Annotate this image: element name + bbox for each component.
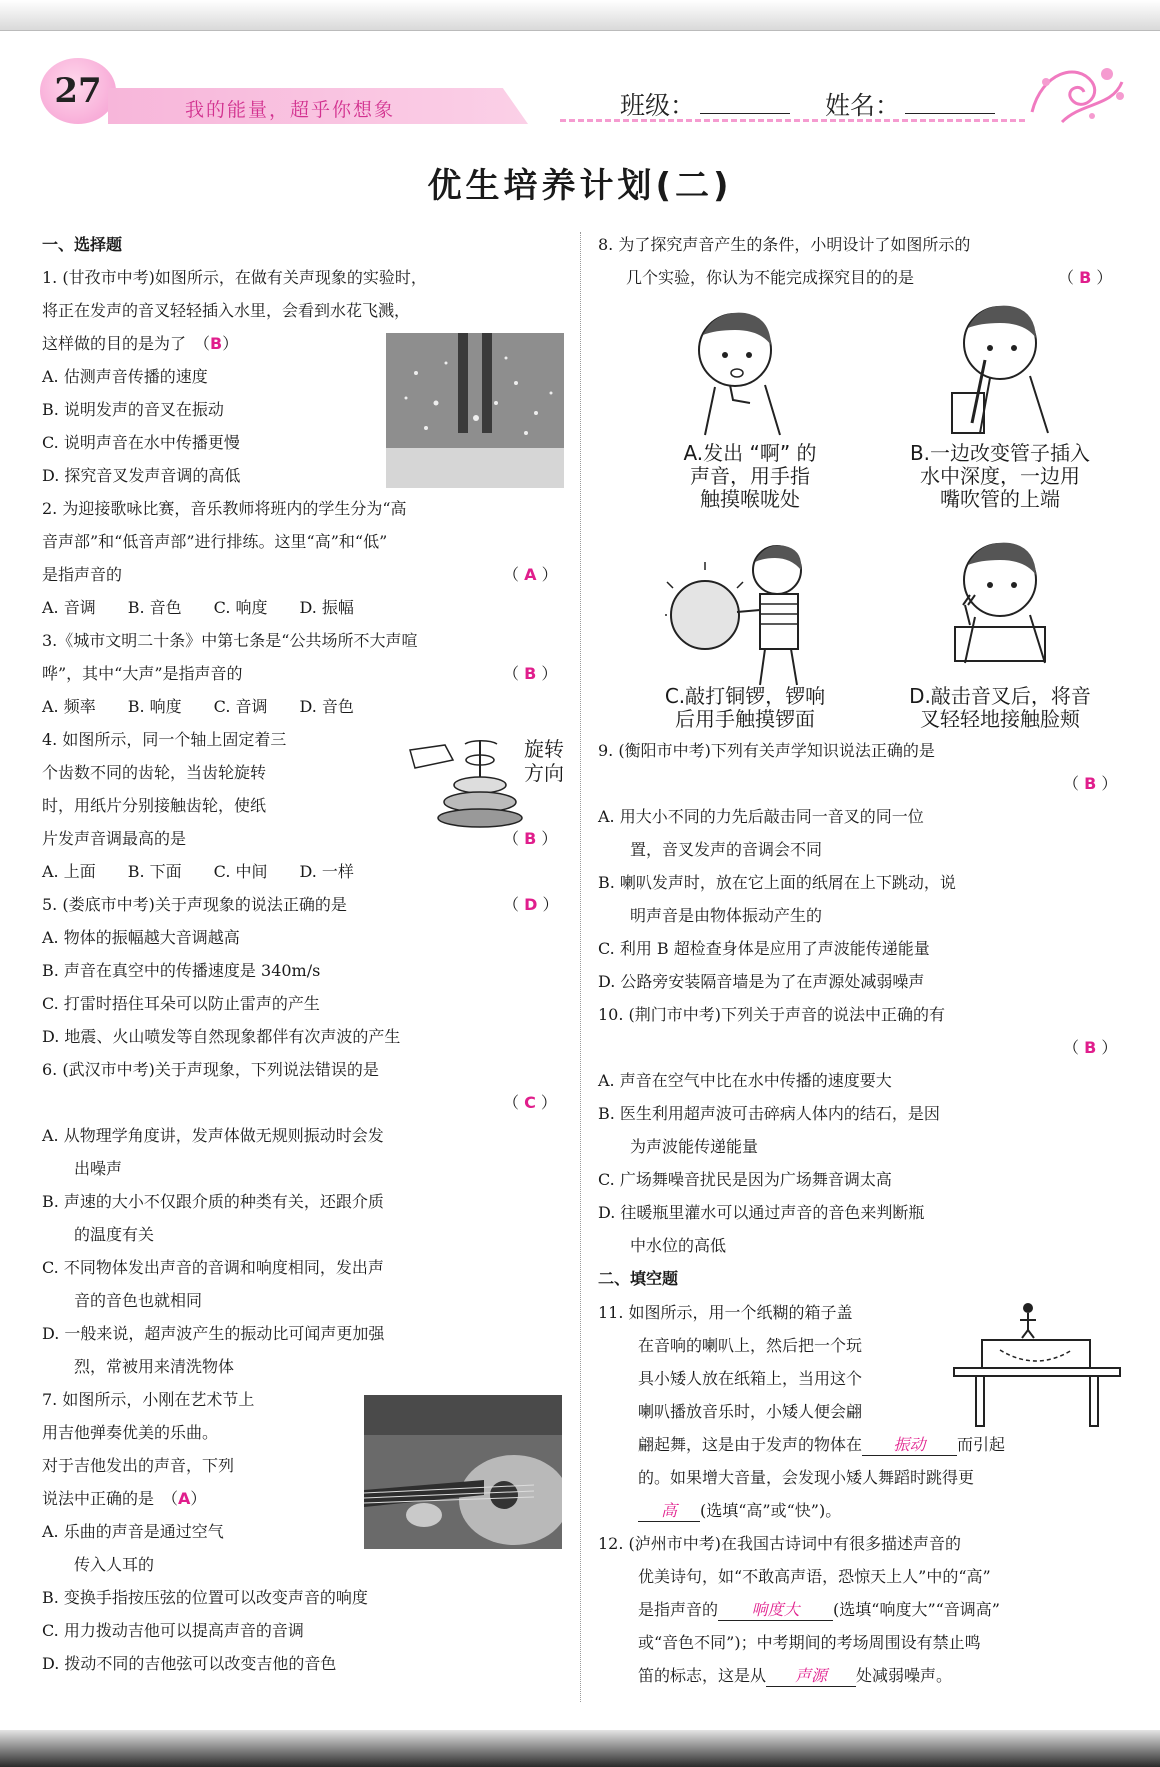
line-text: D. 往暖瓶里灌水可以通过声音的音色来判断瓶 bbox=[598, 1203, 925, 1222]
answer-bracket-right: （ B ） bbox=[1063, 774, 1118, 793]
q11-line bbox=[638, 1432, 1005, 1456]
right-line bbox=[598, 1167, 892, 1190]
left-line bbox=[42, 1123, 384, 1146]
q12-line: 或“音色不同”)；中考期间的考场周围设有禁止鸣 bbox=[638, 1633, 981, 1652]
line-text: 这样做的目的是为了 （ bbox=[42, 334, 211, 353]
q12-line: 优美诗句，如“不敢高声语，恐惊天上人”中的“高” bbox=[638, 1567, 991, 1586]
q8-answer-bracket: （ B ） bbox=[1058, 268, 1113, 287]
line-text: 置，音叉发声的音调会不同 bbox=[598, 840, 823, 859]
line-text: 一、选择题 bbox=[42, 235, 123, 254]
left-line bbox=[42, 628, 417, 651]
line-text: A. 估测声音传播的速度 bbox=[42, 367, 208, 386]
line-text: 音的音色也就相同 bbox=[42, 1291, 203, 1310]
answer-bracket: ） bbox=[222, 334, 239, 353]
answer-mark: C bbox=[524, 1093, 536, 1112]
q12-line: 12. (泸州市中考)在我国古诗词中有很多描述声音的 bbox=[598, 1534, 962, 1553]
q8-caption-d bbox=[880, 685, 1120, 731]
answer-bracket-right: （ D ） bbox=[503, 895, 559, 914]
figure-b-blow-tube bbox=[930, 298, 1060, 438]
line-text: 明声音是由物体振动产生的 bbox=[598, 906, 823, 925]
line-text: 9. (衡阳市中考)下列有关声学知识说法正确的是 bbox=[598, 741, 935, 760]
line-text: B. 变换手指按压弦的位置可以改变声音的响度 bbox=[42, 1588, 368, 1607]
line-text: D. 公路旁安装隔音墙是为了在声源处减弱噪声 bbox=[598, 972, 925, 991]
left-line bbox=[42, 331, 238, 354]
answer-mark: B bbox=[1084, 774, 1097, 793]
answer-mark: A bbox=[178, 1489, 191, 1508]
line-text: 而引起 bbox=[957, 1435, 1006, 1454]
figure-c-gong bbox=[665, 540, 830, 690]
line-text: D. 一般来说，超声波产生的振动比可闻声更加强 bbox=[42, 1324, 385, 1343]
top-edge bbox=[0, 0, 1160, 31]
left-line bbox=[42, 1519, 224, 1542]
line-text: C. 广场舞噪音扰民是因为广场舞音调太高 bbox=[598, 1170, 892, 1189]
line-text: 的温度有关 bbox=[42, 1225, 155, 1244]
left-line bbox=[42, 991, 320, 1014]
line-text: 出噪声 bbox=[42, 1159, 123, 1178]
guitar-player-photo bbox=[364, 1395, 562, 1549]
line-text: A. 从物理学角度讲，发声体做无规则振动时会发 bbox=[42, 1126, 384, 1145]
answer-mark: B bbox=[1079, 268, 1092, 287]
answer-bracket-right: （ B ） bbox=[503, 664, 558, 683]
line-text: B. 声音在真空中的传播速度是 340m/s bbox=[42, 961, 321, 980]
right-line bbox=[598, 1200, 924, 1223]
line-text: D. 拨动不同的吉他弦可以改变吉他的音色 bbox=[42, 1654, 337, 1673]
q12-line bbox=[638, 1663, 952, 1687]
figure-a-touch-throat bbox=[675, 305, 805, 440]
answer-mark: B bbox=[210, 334, 223, 353]
line-text: 烈，常被用来清洗物体 bbox=[42, 1357, 235, 1376]
line-text: (选填“响度大”“音调高” bbox=[833, 1600, 1000, 1619]
page-title: 优生培养计划(二) bbox=[427, 166, 733, 206]
line-text: 翩起舞，这是由于发声的物体在 bbox=[638, 1435, 863, 1454]
caption-line: 叉轻轻地接触脸颊 bbox=[920, 707, 1080, 731]
line-text: 4. 如图所示，同一个轴上固定着三 bbox=[42, 730, 287, 749]
left-line bbox=[42, 562, 122, 585]
left-line bbox=[42, 694, 354, 717]
line-text: D. 地震、火山喷发等自然现象都伴有次声波的产生 bbox=[42, 1027, 401, 1046]
right-line bbox=[598, 738, 935, 761]
line-text: 用吉他弹奏优美的乐曲。 bbox=[42, 1423, 219, 1442]
left-line bbox=[42, 1420, 218, 1443]
q11-line: 具小矮人放在纸箱上，当用这个 bbox=[638, 1369, 863, 1388]
line-text: 5. (娄底市中考)关于声现象的说法正确的是 bbox=[42, 895, 347, 914]
left-line bbox=[42, 1288, 202, 1311]
page-number-badge: 27 bbox=[40, 58, 116, 124]
line-text: D. 探究音叉发声音调的高低 bbox=[42, 466, 241, 485]
left-line bbox=[42, 1387, 254, 1410]
q8-line: 几个实验，你认为不能完成探究目的的是 bbox=[626, 268, 915, 287]
line-text: C. 打雷时捂住耳朵可以防止雷声的产生 bbox=[42, 994, 320, 1013]
line-text: 将正在发声的音叉轻轻插入水里，会看到水花飞溅， bbox=[42, 301, 411, 320]
line-text: 是指声音的 bbox=[42, 565, 123, 584]
left-line bbox=[42, 1618, 304, 1641]
q12-blank-2: 声源 bbox=[766, 1663, 856, 1687]
left-line bbox=[42, 760, 266, 783]
left-line bbox=[42, 430, 240, 453]
left-line bbox=[42, 463, 240, 486]
q11-line: 在音响的喇叭上，然后把一个玩 bbox=[638, 1336, 863, 1355]
line-text: C. 说明声音在水中传播更慢 bbox=[42, 433, 240, 452]
answer-mark: B bbox=[524, 829, 537, 848]
line-text: C. 不同物体发出声音的音调和响度相同，发出声 bbox=[42, 1258, 384, 1277]
line-text: 中水位的高低 bbox=[598, 1236, 727, 1255]
left-line bbox=[42, 793, 266, 816]
answer-mark: B bbox=[1084, 1038, 1097, 1057]
left-line bbox=[42, 1354, 234, 1377]
tuning-fork-water-photo bbox=[386, 333, 564, 488]
q12-line bbox=[638, 1597, 1000, 1621]
left-line bbox=[42, 1453, 234, 1476]
line-text: 1. (甘孜市中考)如图所示，在做有关声现象的实验时， bbox=[42, 268, 427, 287]
direction-label: 方向 bbox=[524, 761, 564, 785]
name-label: 姓名： bbox=[825, 91, 901, 120]
answer-bracket-right: （ C ） bbox=[503, 1093, 557, 1112]
left-line bbox=[42, 529, 387, 552]
q11-line: 喇叭播放音乐时，小矮人便会翩 bbox=[638, 1402, 863, 1421]
line-text: 片发声音调最高的是 bbox=[42, 829, 187, 848]
answer-bracket: ） bbox=[190, 1489, 207, 1508]
right-line bbox=[598, 1068, 892, 1091]
line-text: 时，用纸片分别接触齿轮，使纸 bbox=[42, 796, 267, 815]
line-text: B. 说明发声的音叉在振动 bbox=[42, 400, 224, 419]
left-line bbox=[42, 1189, 384, 1212]
line-text: 6. (武汉市中考)关于声现象，下列说法错误的是 bbox=[42, 1060, 379, 1079]
caption-line: 触摸喉咙处 bbox=[700, 487, 800, 511]
flourish-ornament-icon bbox=[1022, 52, 1132, 128]
left-line bbox=[42, 232, 122, 255]
left-line bbox=[42, 925, 240, 948]
line-text: B. 声速的大小不仅跟介质的种类有关，还跟介质 bbox=[42, 1192, 384, 1211]
caption-line: A.发出 “啊” 的 bbox=[683, 441, 817, 465]
q11-line bbox=[638, 1498, 841, 1522]
line-text: 笛的标志，这是从 bbox=[638, 1666, 767, 1685]
figure-d-tuning-fork-cheek bbox=[935, 535, 1065, 665]
left-line bbox=[42, 727, 286, 750]
line-text: 是指声音的 bbox=[638, 1600, 719, 1619]
caption-line: 水中深度，一边用 bbox=[920, 464, 1080, 488]
right-line bbox=[598, 903, 822, 926]
line-text: C. 利用 B 超检查身体是应用了声波能传递能量 bbox=[598, 939, 930, 958]
q11-line: 的。如果增大音量，会发现小矮人舞蹈时跳得更 bbox=[638, 1468, 975, 1487]
line-text: 音声部”和“低音声部”进行排练。这里“高”和“低” bbox=[42, 532, 388, 551]
q11-line: 11. 如图所示，用一个纸糊的箱子盖 bbox=[598, 1303, 853, 1322]
caption-line: D.敲击音叉后，将音 bbox=[909, 684, 1091, 708]
left-line bbox=[42, 595, 354, 618]
q11-blank-1: 振动 bbox=[862, 1432, 957, 1456]
line-text: B. 喇叭发声时，放在它上面的纸屑在上下跳动，说 bbox=[598, 873, 956, 892]
right-line bbox=[598, 1134, 758, 1157]
right-line bbox=[598, 804, 924, 827]
bottom-edge bbox=[0, 1730, 1160, 1767]
left-line bbox=[42, 496, 407, 519]
q12-blank-1: 响度大 bbox=[718, 1597, 833, 1621]
caption-line: C.敲打铜锣，锣响 bbox=[664, 684, 826, 708]
right-line bbox=[598, 870, 956, 893]
left-line bbox=[42, 1651, 336, 1674]
q8-line: 8. 为了探究声音产生的条件，小明设计了如图所示的 bbox=[598, 235, 971, 254]
line-text: 3.《城市文明二十条》中第七条是“公共场所不大声喧 bbox=[42, 631, 418, 650]
answer-mark: D bbox=[524, 895, 538, 914]
q11-blank-2: 高 bbox=[638, 1498, 700, 1522]
caption-line: 声音，用手指 bbox=[690, 464, 810, 488]
answer-mark: B bbox=[524, 664, 537, 683]
answer-bracket-right: （ B ） bbox=[1063, 1038, 1118, 1057]
line-text: B. 医生利用超声波可击碎病人体内的结石，是因 bbox=[598, 1104, 940, 1123]
line-text: 个齿数不同的齿轮，当齿轮旋转 bbox=[42, 763, 267, 782]
line-text: (选填“高”或“快”)。 bbox=[700, 1501, 842, 1520]
line-text: A. 声音在空气中比在水中传播的速度要大 bbox=[598, 1071, 892, 1090]
right-line bbox=[598, 837, 822, 860]
rotate-label: 旋转 bbox=[524, 737, 564, 761]
left-line bbox=[42, 859, 354, 882]
line-text: C. 用力拨动吉他可以提高声音的音调 bbox=[42, 1621, 304, 1640]
left-line bbox=[42, 1057, 379, 1080]
speaker-box-figure bbox=[950, 1300, 1125, 1430]
line-text: 为声波能传递能量 bbox=[598, 1137, 759, 1156]
left-line bbox=[42, 1552, 154, 1575]
left-line bbox=[42, 1024, 400, 1047]
caption-line: 后用手触摸锣面 bbox=[675, 707, 815, 731]
line-text: 7. 如图所示，小刚在艺术节上 bbox=[42, 1390, 255, 1409]
line-text: A. 上面 B. 下面 C. 中间 D. 一样 bbox=[42, 862, 354, 881]
answer-bracket-right: （ B ） bbox=[503, 829, 558, 848]
q8-caption-a bbox=[640, 442, 860, 511]
class-label: 班级： bbox=[620, 91, 696, 120]
left-line bbox=[42, 1486, 206, 1509]
right-line bbox=[598, 969, 924, 992]
line-text: 2. 为迎接歌咏比赛，音乐教师将班内的学生分为“高 bbox=[42, 499, 407, 518]
right-line bbox=[598, 1266, 678, 1289]
left-line bbox=[42, 397, 224, 420]
right-line bbox=[598, 1233, 726, 1256]
q8-caption-b bbox=[880, 442, 1120, 511]
left-line bbox=[42, 826, 186, 849]
left-line bbox=[42, 1222, 154, 1245]
line-text: 二、填空题 bbox=[598, 1269, 679, 1288]
line-text: 传入人耳的 bbox=[42, 1555, 155, 1574]
left-line bbox=[42, 1255, 384, 1278]
line-text: 对于吉他发出的声音，下列 bbox=[42, 1456, 235, 1475]
left-line bbox=[42, 364, 208, 387]
left-line bbox=[42, 1585, 368, 1608]
caption-line: 嘴吹管的上端 bbox=[940, 487, 1060, 511]
line-text: A. 音调 B. 音色 C. 响度 D. 振幅 bbox=[42, 598, 354, 617]
line-text: 哗”，其中“大声”是指声音的 bbox=[42, 664, 243, 683]
name-blank[interactable] bbox=[905, 113, 995, 114]
q8-caption-c bbox=[630, 685, 860, 731]
right-line bbox=[598, 936, 930, 959]
left-line bbox=[42, 1156, 122, 1179]
right-line bbox=[598, 1101, 940, 1124]
line-text: 说法中正确的是 （ bbox=[42, 1489, 179, 1508]
right-line bbox=[598, 1002, 945, 1025]
line-text: A. 用大小不同的力先后敲击同一音叉的同一位 bbox=[598, 807, 924, 826]
caption-line: B.一边改变管子插入 bbox=[909, 441, 1091, 465]
line-text: 10. (荆门市中考)下列关于声音的说法中正确的有 bbox=[598, 1005, 946, 1024]
left-line bbox=[42, 958, 320, 981]
line-text: 处减弱噪声。 bbox=[856, 1666, 953, 1685]
class-blank[interactable] bbox=[700, 113, 790, 114]
gears-figure bbox=[405, 730, 525, 830]
column-divider bbox=[580, 232, 581, 1702]
answer-mark: A bbox=[524, 565, 537, 584]
left-line bbox=[42, 892, 347, 915]
line-text: A. 物体的振幅越大音调越高 bbox=[42, 928, 240, 947]
slogan-text: 我的能量，超乎你想象 bbox=[185, 99, 396, 121]
left-line bbox=[42, 298, 410, 321]
answer-bracket-right: （ A ） bbox=[503, 565, 558, 584]
left-line bbox=[42, 265, 427, 288]
left-line bbox=[42, 661, 243, 684]
left-line bbox=[42, 1321, 384, 1344]
line-text: A. 频率 B. 响度 C. 音调 D. 音色 bbox=[42, 697, 354, 716]
line-text: A. 乐曲的声音是通过空气 bbox=[42, 1522, 224, 1541]
